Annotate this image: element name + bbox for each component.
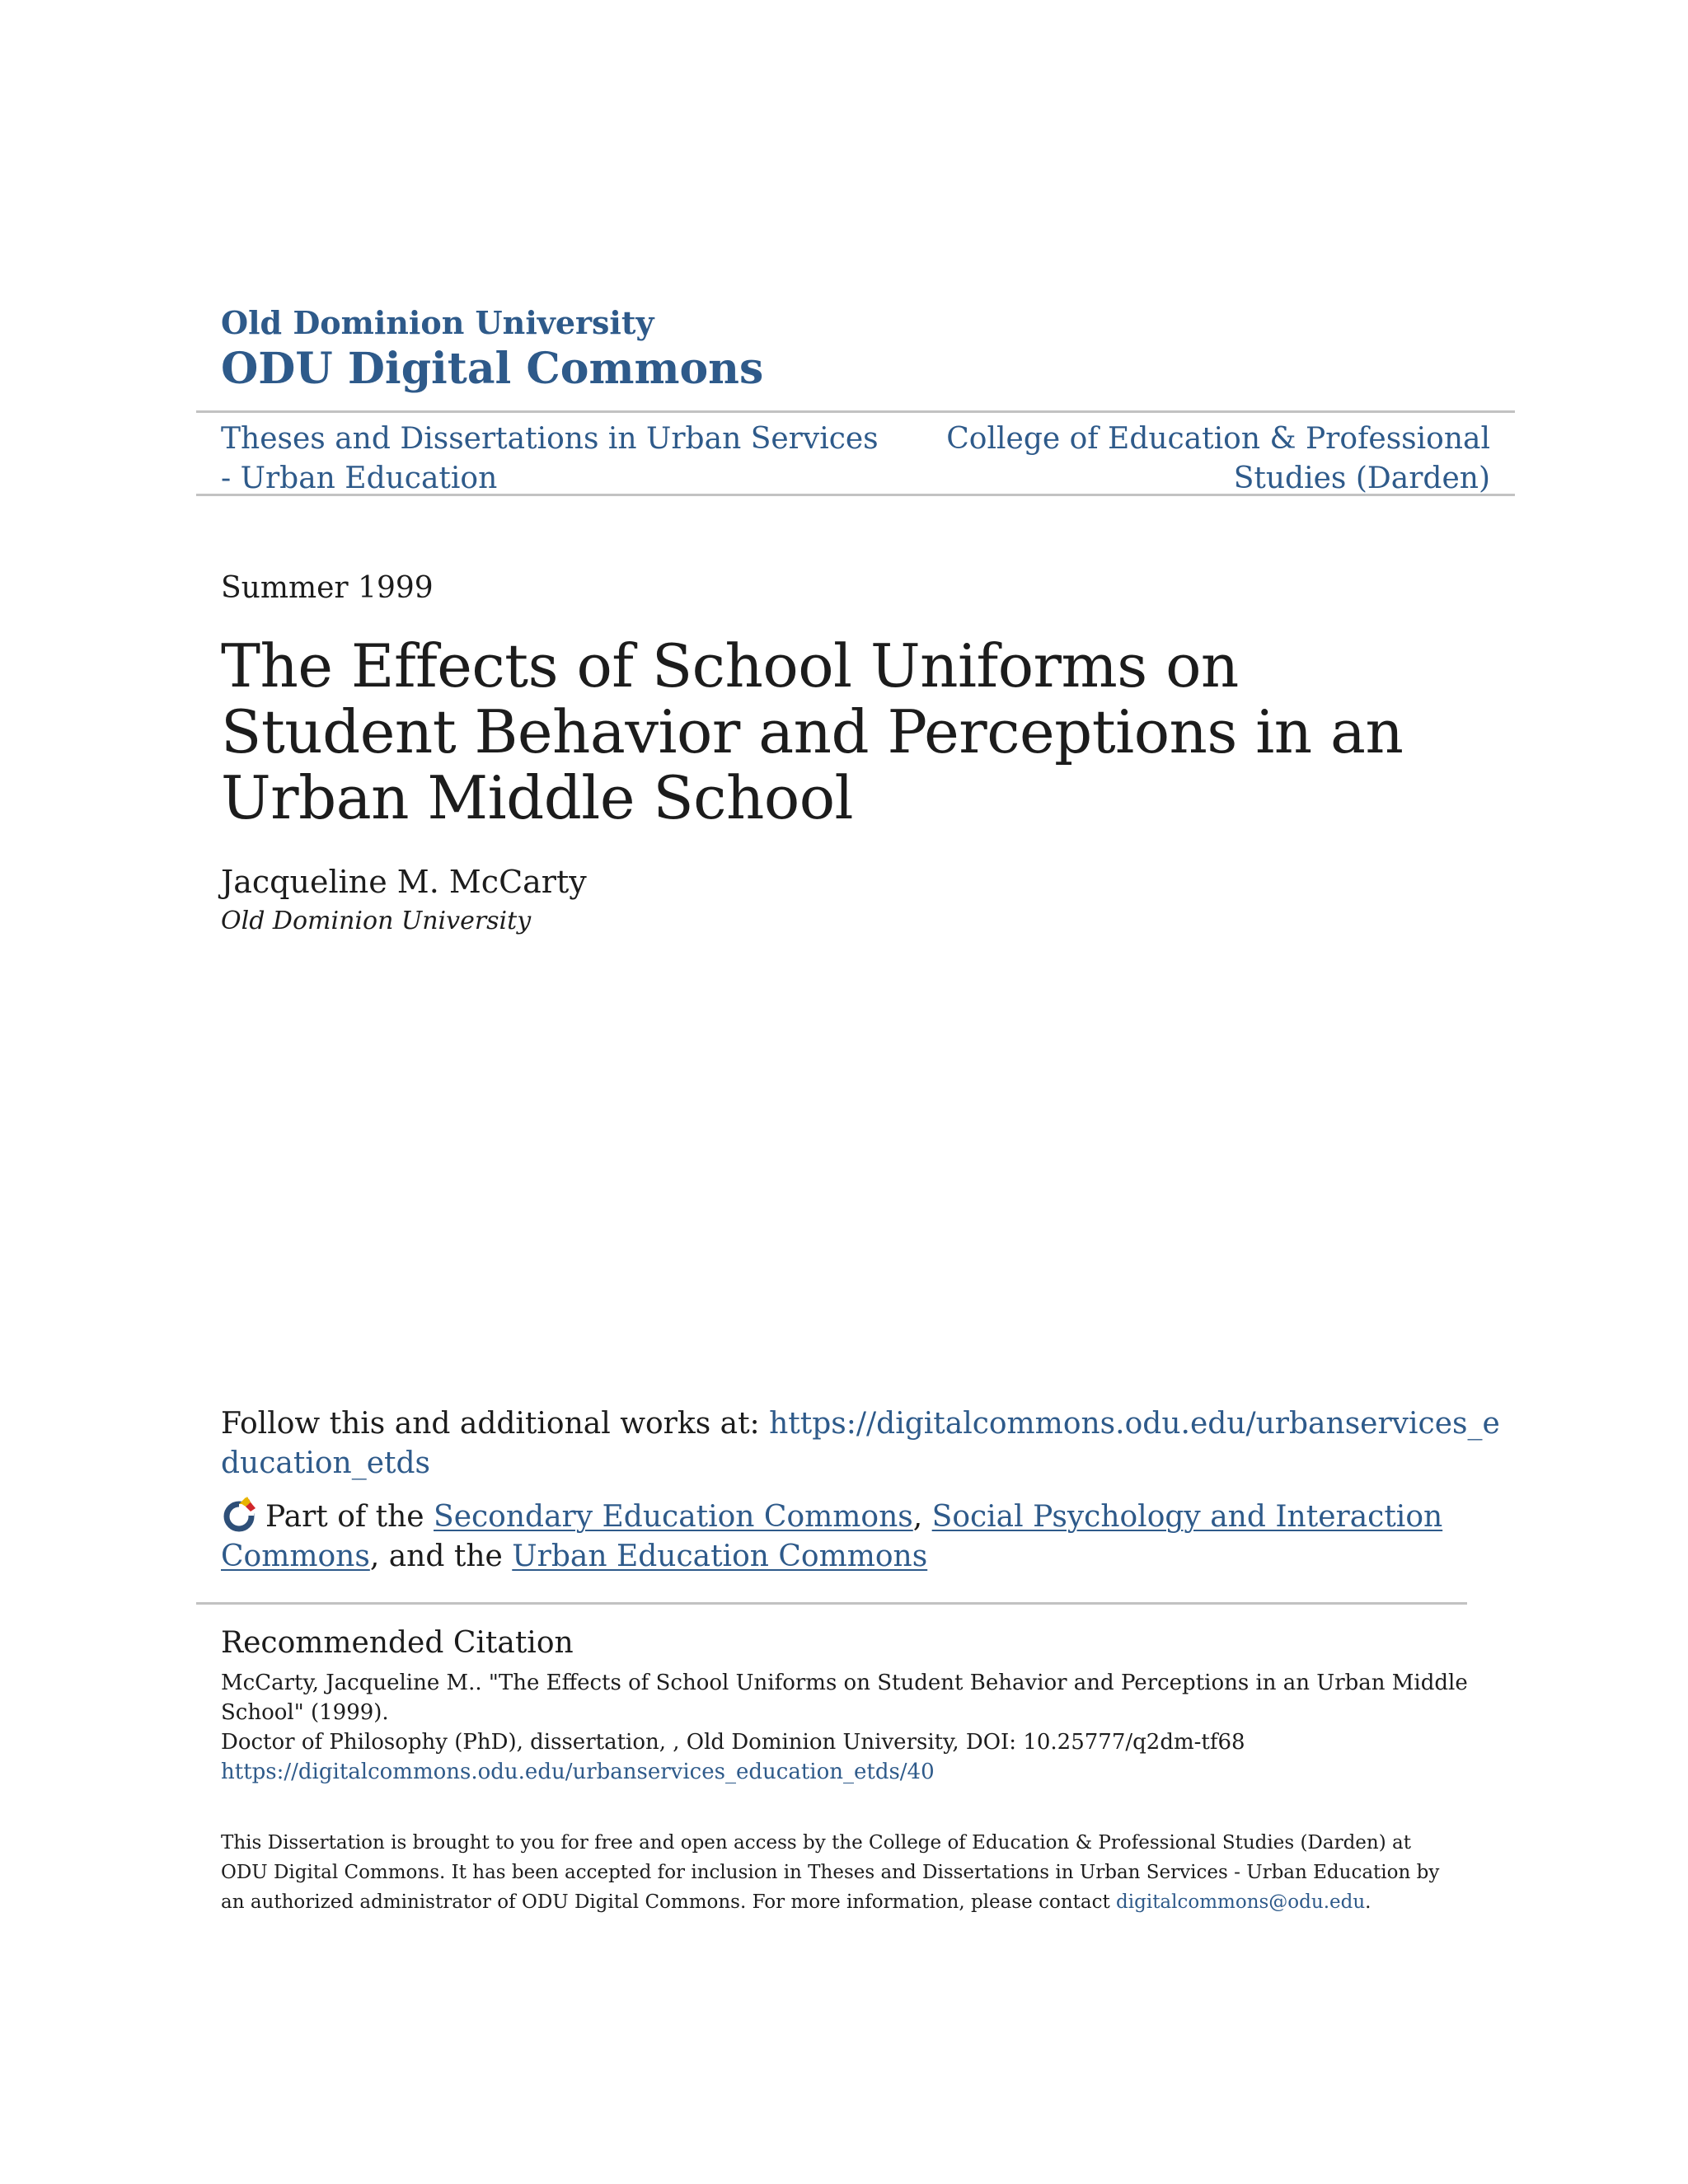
college-link[interactable]: College of Education & Professional Studies (Darden) bbox=[946, 422, 1490, 495]
header bbox=[221, 303, 1523, 396]
publication-date: Summer 1999 bbox=[221, 571, 434, 605]
contact-email-link[interactable]: digitalcommons@odu.edu bbox=[1116, 1891, 1366, 1913]
author-affiliation: Old Dominion University bbox=[221, 907, 532, 935]
citation-line: McCarty, Jacqueline M.. "The Effects of School Uniforms on Student Behavior and Perceptions in an Urban Middle School" (1999). bbox=[221, 1671, 1468, 1725]
urban-education-commons-link[interactable]: Urban Education Commons bbox=[512, 1540, 928, 1573]
citation-url-link[interactable]: https://digitalcommons.odu.edu/urbanservices_education_etds/40 bbox=[221, 1760, 935, 1784]
part-of-section bbox=[221, 1495, 1507, 1577]
institution-name[interactable]: Old Dominion University bbox=[221, 304, 654, 341]
social-psychology-commons-link[interactable]: Social Psychology and Interaction Commons bbox=[221, 1500, 1443, 1573]
separator: , and the bbox=[369, 1540, 513, 1573]
follow-url-link[interactable]: https://digitalcommons.odu.edu/urbanservices_education_etds bbox=[221, 1407, 1500, 1480]
bepress-network-icon bbox=[221, 1495, 259, 1533]
access-notice bbox=[221, 1828, 1457, 1917]
repository-name[interactable]: ODU Digital Commons bbox=[221, 344, 764, 394]
divider bbox=[196, 1602, 1467, 1605]
secondary-education-commons-link[interactable]: Secondary Education Commons bbox=[434, 1500, 913, 1534]
part-of-prefix: Part of the bbox=[265, 1500, 434, 1534]
collection-link[interactable]: Theses and Dissertations in Urban Services - Urban Education bbox=[221, 422, 879, 495]
citation-line: Doctor of Philosophy (PhD), dissertation, , Old Dominion University, DOI: 10.25777/q2dm-tf68 bbox=[221, 1730, 1245, 1755]
citation-heading: Recommended Citation bbox=[221, 1626, 574, 1660]
notice-end: . bbox=[1365, 1891, 1372, 1913]
citation-text bbox=[221, 1668, 1507, 1787]
notice-text: This Dissertation is brought to you for free and open access by the College of Education & Professional Studies (Darden) at ODU Digital Commons. It has been accepted for inclusion in Theses and Dissertations in Urban Services - Urban Education by an authorized administrator of ODU Digital Commons. For more information, please contact bbox=[221, 1832, 1440, 1913]
author-name: Jacqueline M. McCarty bbox=[221, 864, 587, 900]
page-title: The Effects of School Uniforms on Student Behavior and Perceptions in an Urban Middle School bbox=[221, 631, 1404, 832]
follow-section bbox=[221, 1404, 1507, 1483]
separator: , bbox=[912, 1500, 932, 1534]
follow-label: Follow this and additional works at: bbox=[221, 1407, 770, 1441]
collection-bar bbox=[196, 410, 1515, 496]
